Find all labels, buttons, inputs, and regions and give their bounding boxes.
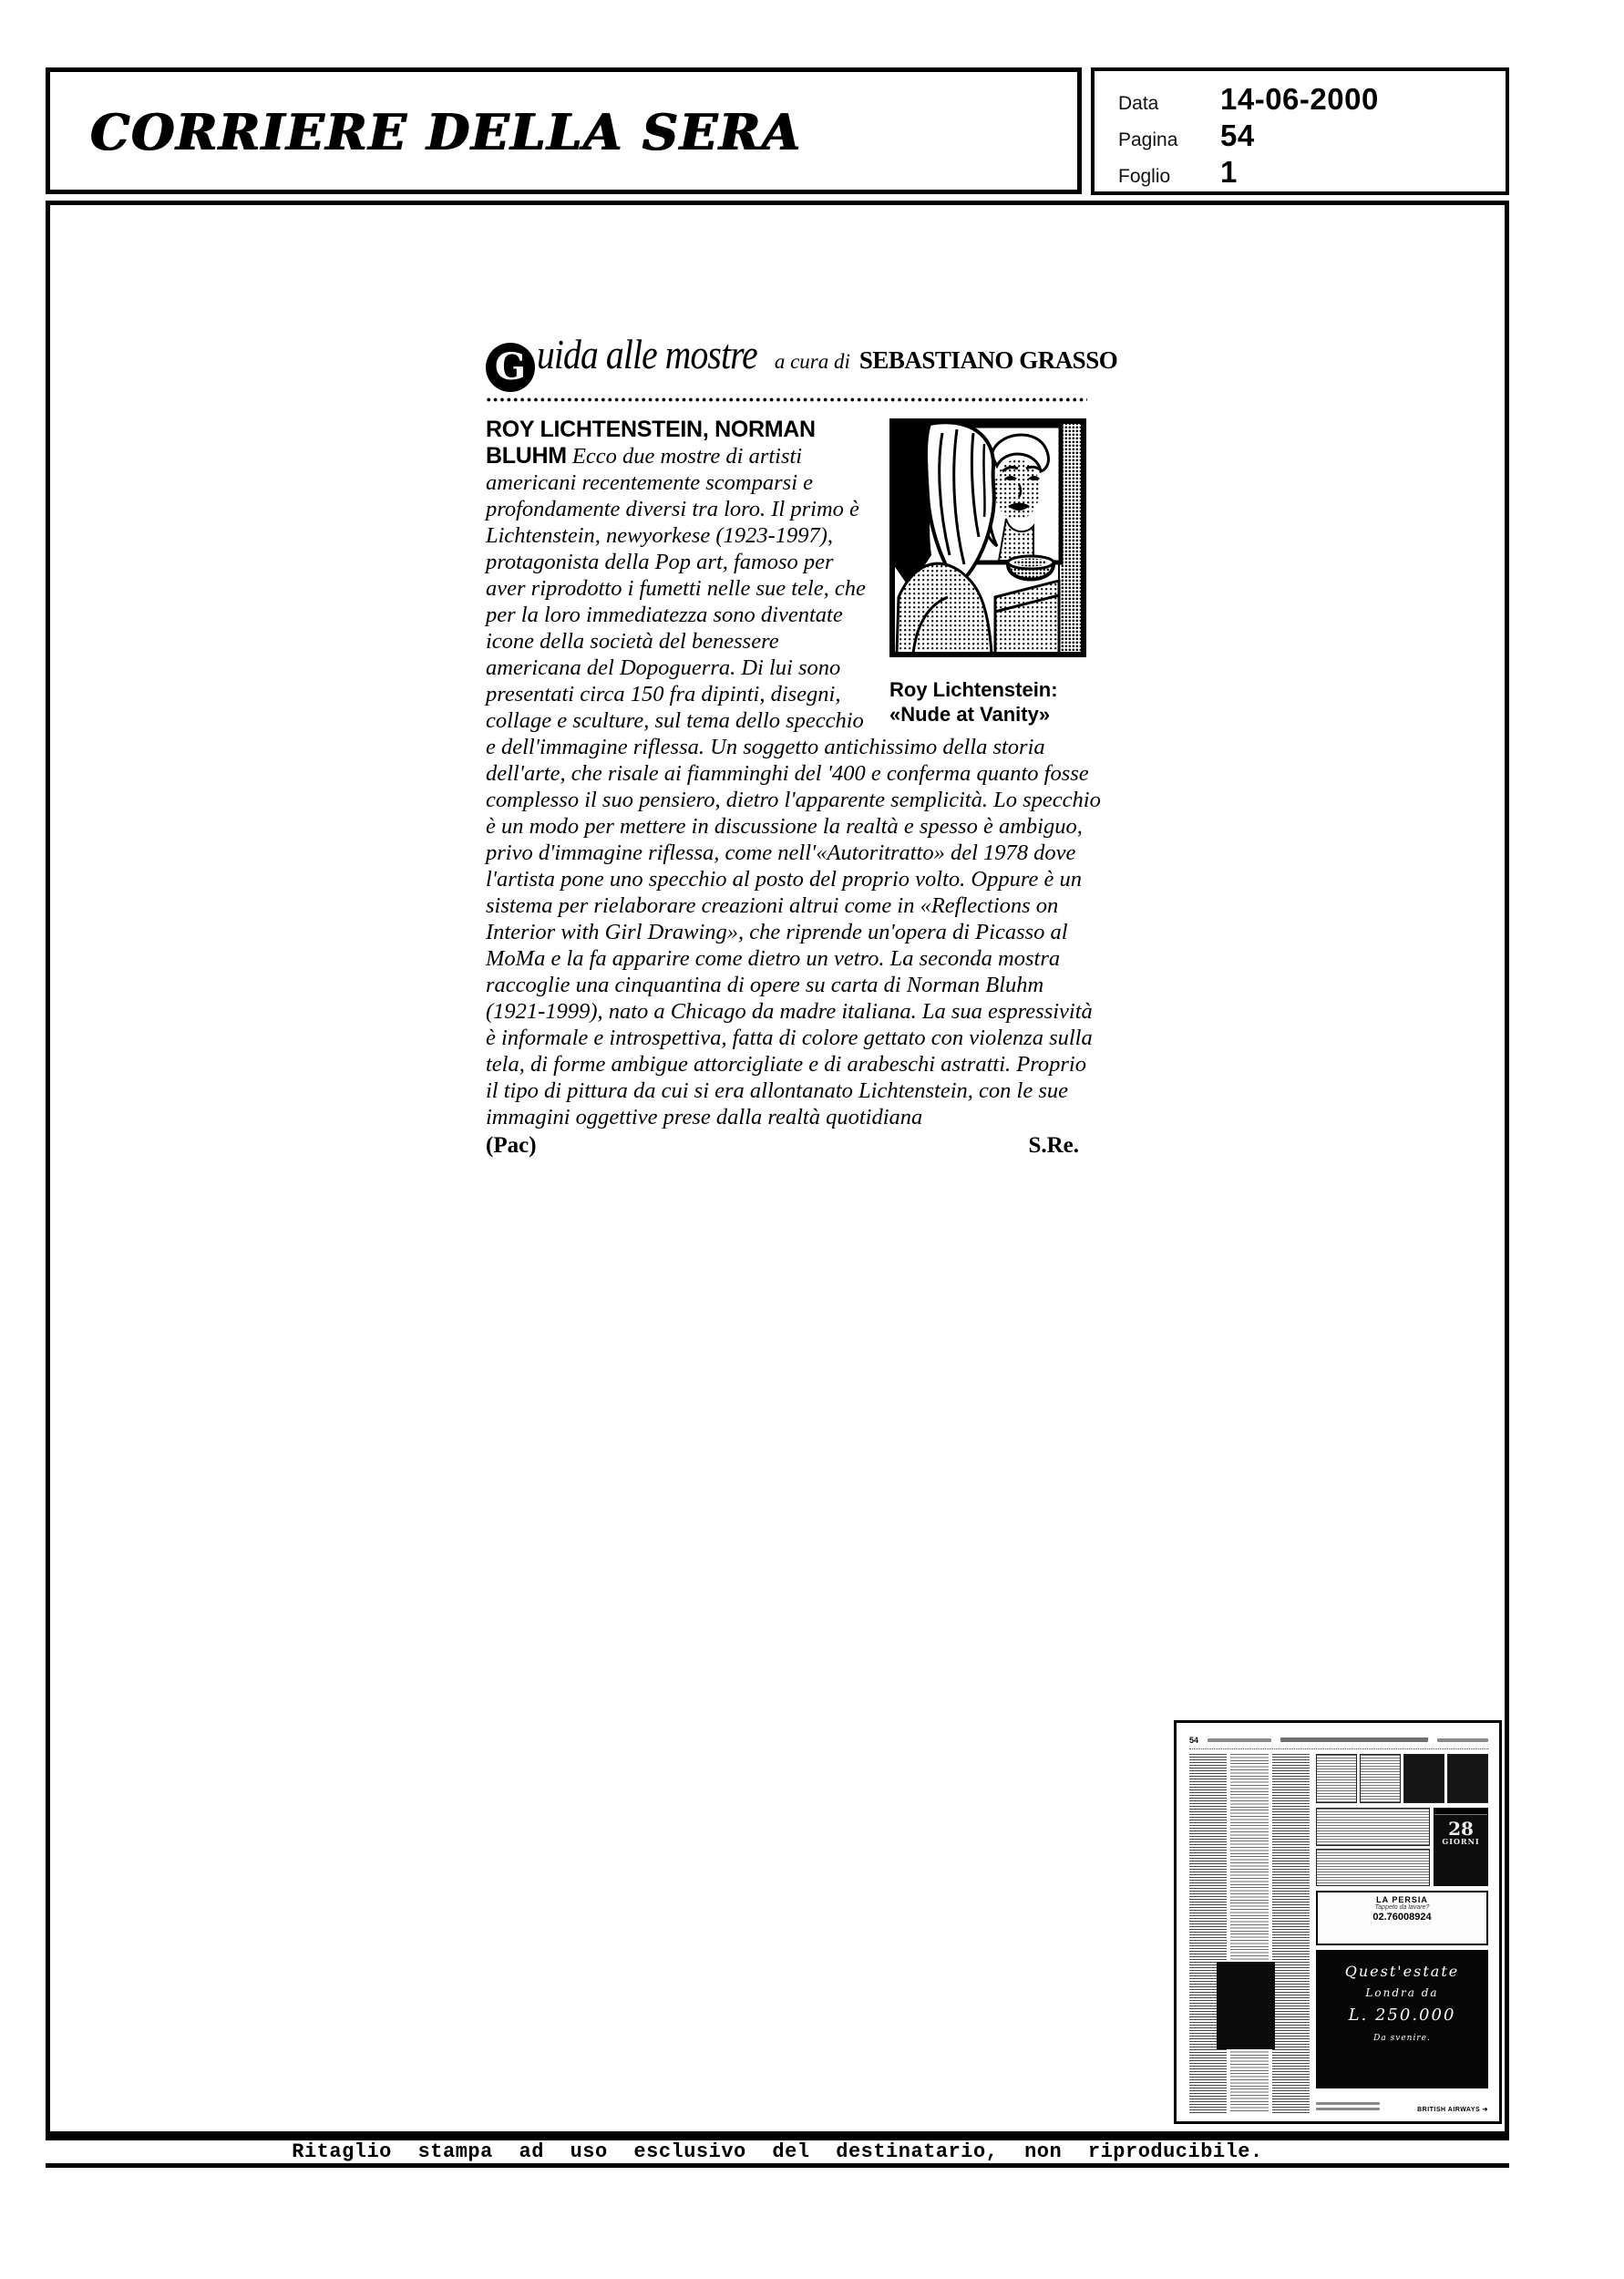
smudge-line: [1316, 2102, 1380, 2105]
small-ad: [1316, 1849, 1430, 1887]
dark-ad-block: [1217, 1962, 1275, 2049]
masthead-box: [46, 67, 1082, 194]
sheet-value: 1: [1220, 155, 1238, 189]
disclaimer-text: Ritaglio stampa ad uso esclusivo del destinatario, non riproducibile.: [292, 2140, 1263, 2163]
thumbnail-header-smudge: [1437, 1738, 1488, 1742]
page-value: 54: [1220, 119, 1255, 152]
text-column-noise: [1272, 1754, 1310, 2113]
page-thumbnail: [1174, 1720, 1502, 2124]
small-ad-dark: [1447, 1754, 1488, 1803]
thumbnail-rule: [1189, 1748, 1488, 1749]
text-column-noise: [1230, 1754, 1268, 2113]
article-credits: [486, 1132, 1101, 1159]
curator-name: SEBASTIANO GRASSO: [858, 346, 1118, 374]
small-ad: [1316, 1754, 1357, 1803]
dotted-separator: [486, 396, 1087, 404]
persia-ad: [1316, 1891, 1488, 1945]
small-ad: [1360, 1754, 1401, 1803]
holiday-ad-line-4: Da svenire.: [1373, 2034, 1431, 2043]
meta-row-page: [1118, 119, 1506, 155]
section-title: [486, 331, 1118, 392]
meta-row-sheet: [1118, 155, 1506, 191]
thumbnail-body: [1189, 1754, 1488, 2113]
airline-name: BRITISH AIRWAYS ➔: [1417, 2107, 1488, 2113]
footer-strip: [46, 2136, 1509, 2168]
meta-row-date: [1118, 82, 1506, 119]
date-value: 14-06-2000: [1220, 82, 1379, 116]
smudge-line: [1316, 2108, 1380, 2110]
thumbnail-header-smudge: [1208, 1738, 1271, 1742]
thumbnail-ads-zone: [1316, 1754, 1488, 2113]
holiday-ad-price: L. 250.000: [1348, 2006, 1456, 2025]
newspaper-title: CORRIERE DELLA SERA: [90, 103, 802, 161]
movie-poster-ad: [1434, 1808, 1488, 1886]
article: [486, 331, 1118, 1159]
section-title-text: uida alle mostre: [537, 332, 757, 377]
holiday-ad-line-1: Quest'estate: [1344, 1963, 1460, 1980]
article-text: Ecco due mostre di artisti americani recentemente scomparsi e profondamente diversi tra loro. Il primo è Lichtenstein, newyorkese (1923-1997), protagonista della Pop art, famoso per aver riprodotto i fumetti nelle sue tele, che per la loro immediatezza sono diventate icone della società del benessere americana del Dopoguerra. Di lui sono presentati circa 150 fra dipinti, disegni, collage e sculture, sul tema dello specchio e dell'immagine riflessa. Un soggetto antichissimo della storia dell'arte, che risale ai fiamminghi del '400 e conferma quanto fosse complesso il suo pensiero, dietro l'apparente semplicità. Lo specchio è un modo per mettere in discussione la realtà e spesso è ambiguo, privo d'immagine riflessa, come nell'«Autoritratto» del 1978 dove l'artista pone uno specchio al posto del proprio volto. Oppure è un sistema per rielaborare creazioni altrui come in «Reflections on Interior with Girl Drawing», che riprende un'opera di Picasso al MoMa e la fa apparire come dietro un vetro. La seconda mostra raccoglie una cinquantina di opere su carta di Norman Bluhm (1921-1999), nato a Chicago da madre italiana. La sua espressività è informale e introspettiva, fatta di colore gettato con violenza sulla tela, di forme ambigue attorcigliate e di arabeschi astratti. Proprio il tipo di pittura da cui si era allontanato Lichtenstein, con le sue immagini oggettive prese dalla realtà quotidiana: [486, 443, 1101, 1129]
article-headline: ROY LICHTENSTEIN, NORMAN BLUHM: [486, 416, 816, 469]
article-body: [486, 417, 1101, 1159]
text-column-noise: [1189, 1754, 1227, 2113]
small-ads-row: [1316, 1754, 1488, 1803]
thumbnail-page-number: 54: [1189, 1735, 1199, 1745]
section-initial-badge: G: [486, 343, 535, 392]
nude-at-vanity-artwork: [889, 418, 1086, 657]
clipping-meta-box: [1091, 67, 1509, 195]
persia-ad-name: LA PERSIA: [1376, 1895, 1428, 1904]
airline-row-smudges: [1316, 2102, 1380, 2113]
mid-ads-row: [1316, 1808, 1488, 1886]
clipping-area: [46, 201, 1509, 2136]
caption-line-2: «Nude at Vanity»: [889, 702, 1051, 726]
thumbnail-text-columns: [1189, 1754, 1310, 2113]
persia-ad-tagline: Tappeto da lavare?: [1374, 1904, 1430, 1911]
poster-number: 28: [1448, 1818, 1474, 1840]
small-ads-column: [1316, 1808, 1430, 1886]
sheet-label: Foglio: [1118, 166, 1171, 187]
credit-right: S.Re.: [1028, 1132, 1079, 1158]
london-holiday-ad: [1316, 1950, 1488, 2088]
small-ad-dark: [1403, 1754, 1444, 1803]
caption-line-1: Roy Lichtenstein:: [889, 677, 1058, 701]
poster-title: GIORNI: [1442, 1837, 1480, 1846]
date-label: Data: [1118, 93, 1159, 114]
thumbnail-header: [1189, 1734, 1488, 1746]
curated-by-label: a cura di: [774, 350, 850, 373]
artwork-figure: [889, 418, 1101, 727]
credit-left: (Pac): [486, 1132, 537, 1158]
holiday-ad-line-2: Londra da: [1365, 1986, 1439, 1999]
page-label: Pagina: [1118, 129, 1178, 150]
airline-row: [1316, 2093, 1488, 2113]
persia-ad-phone: 02.76008924: [1372, 1912, 1432, 1923]
poster-header-bar: [1434, 1809, 1487, 1815]
small-ad: [1316, 1808, 1430, 1846]
artwork-caption: [889, 677, 1101, 727]
thumbnail-header-title-smudge: [1280, 1738, 1428, 1742]
